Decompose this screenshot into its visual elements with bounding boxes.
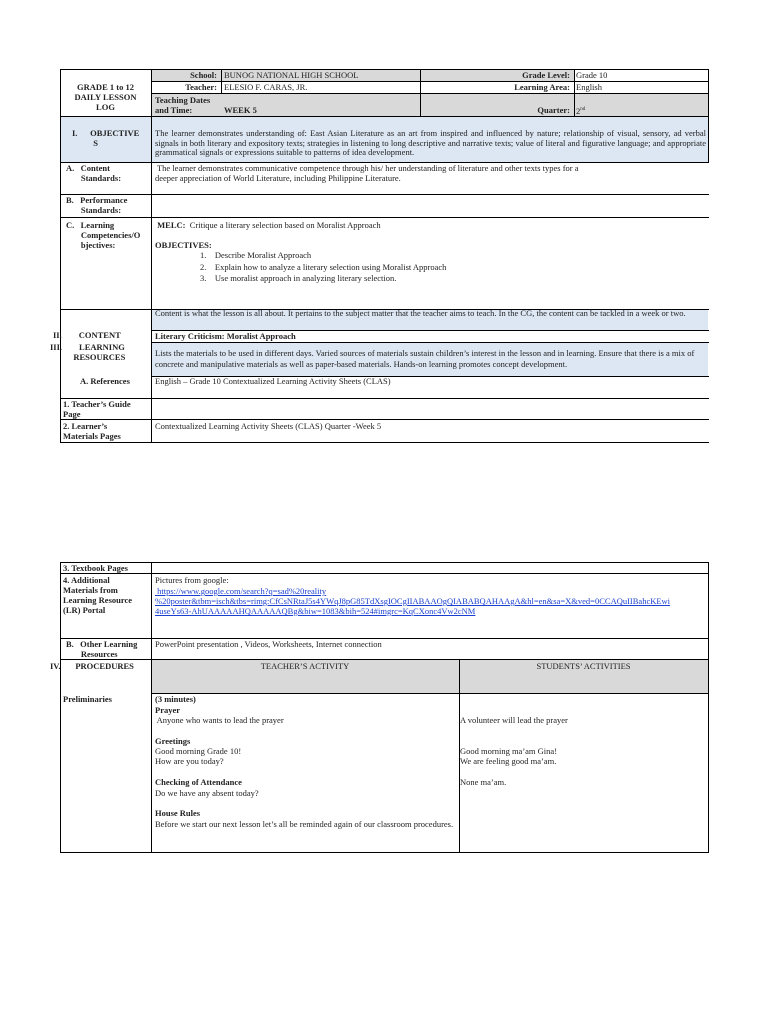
objective-item: 1. Describe Moralist Approach (200, 250, 312, 260)
quarter-value: 2nd (576, 105, 586, 116)
teachers-guide-label: 1. Teacher’s Guide Page (63, 399, 131, 419)
procedures-label: IV. PROCEDURES (50, 661, 134, 671)
melc-line: MELC: Critique a literary selection based on Moralist Approach (155, 220, 381, 230)
learning-resources-label: III. LEARNING RESOURCES (50, 342, 126, 362)
performance-standards-label: B. Performance Standards: (66, 195, 128, 215)
dll-title: GRADE 1 to 12 DAILY LESSON LOG (74, 82, 137, 112)
objective-item: 2. Explain how to analyze a literary selection using Moralist Approach (200, 262, 447, 272)
house-rules-text: Before we start our next lesson let’s all be reminded again of our classroom procedures. (155, 819, 454, 829)
objectives-subheading: OBJECTIVES: (155, 240, 212, 250)
grade-level-value: Grade 10 (576, 70, 608, 80)
additional-materials-intro: Pictures from google: (155, 575, 229, 585)
preliminaries-time: (3 minutes) (155, 694, 196, 704)
other-resources-value: PowerPoint presentation , Videos, Worksheets, Internet connection (155, 639, 382, 649)
student-attendance-response: None ma’am. (460, 777, 507, 787)
learning-area-label: Learning Area: (514, 82, 570, 92)
teacher-activity-header: TEACHER’S ACTIVITY (260, 661, 350, 671)
preliminaries-label: Preliminaries (63, 694, 112, 704)
competencies-label: C. Learning Competencies/O bjectives: (66, 220, 141, 250)
content-value: Literary Criticism: Moralist Approach (155, 331, 296, 341)
references-value: English – Grade 10 Contextualized Learning Activity Sheets (CLAS) (155, 376, 391, 386)
content-label: II. CONTENT (53, 330, 121, 340)
school-label: School: (190, 70, 217, 80)
students-activity-header: STUDENTS’ ACTIVITIES (536, 661, 631, 671)
student-greeting-response: Good morning ma’am Gina! We are feeling good ma’am. (460, 746, 558, 766)
student-prayer-response: A volunteer will lead the prayer (460, 715, 568, 725)
house-rules-title: House Rules (155, 808, 201, 818)
content-standards-text: The learner demonstrates communicative competence through his/ her understanding of literature and other texts types for a deeper appreciation of World Literature, including Philippine Literature. (155, 163, 579, 183)
teaching-dates-label: Teaching Dates and Time: (155, 95, 211, 115)
content-standards-label: A. Content Standards: (66, 163, 122, 183)
school-value: BUNOG NATIONAL HIGH SCHOOL (224, 70, 359, 80)
google-search-link[interactable]: https://www.google.com/search?q=sad%20reality %20poster&tbm=isch&tbs=rimg:CfCsNRtaJ5s4YWqJ8pG85TdXsgIOCgIIABAAOgQIABABQAHAAgA&hl=en&sa=X&ved=0CCAQuIIBahcKEwi 4useYs63-AhUAAAAAHQAAAAAQBg&biw=1083&bih=524#imgrc=KqCXonc4Vw2cNM (155, 586, 671, 616)
greetings-title: Greetings (155, 736, 191, 746)
teaching-dates-value: WEEK 5 (224, 105, 257, 115)
learning-resources-text: Lists the materials to be used in different days. Varied sources of materials sustain children’s interest in the lesson and in learning. Ensure that there is a mix of concrete and manipulative materials as well as paper-based materials. Hands-on learning promotes concept development. (155, 348, 695, 369)
content-note: Content is what the lesson is all about. It pertains to the subject matter that the teacher aims to teach. In the CG, the content can be tackled in a week or two. (155, 308, 686, 318)
teacher-label: Teacher: (185, 82, 217, 92)
textbook-pages-label: 3. Textbook Pages (63, 563, 128, 573)
other-resources-label: B. Other Learning Resources (66, 639, 138, 659)
greetings-text: Good morning Grade 10! How are you today? (155, 746, 242, 766)
objective-item: 3. Use moralist approach in analyzing literary selection. (200, 273, 397, 283)
grade-level-label: Grade Level: (522, 70, 570, 80)
prayer-text: Anyone who wants to lead the prayer (155, 715, 284, 725)
attendance-text: Do we have any absent today? (155, 788, 259, 798)
additional-materials-label: 4. Additional Materials from Learning Resource (LR) Portal (63, 575, 133, 615)
quarter-label: Quarter: (537, 105, 570, 115)
learning-area-value: English (576, 82, 602, 92)
learners-materials-value: Contextualized Learning Activity Sheets (CLAS) Quarter -Week 5 (155, 421, 382, 431)
objectives-text: The learner demonstrates understanding of: East Asian Literature as an art from inspired and influenced by nature; relationship of visual, sensory, ad verbal signals in both literary and expository texts; strategies in listening to long descriptive and narrative texts; value of literal and figurative language; and appropriate grammatical signals or expressions suitable to patterns of idea development. (155, 128, 706, 157)
learners-materials-label: 2. Learner’s Materials Pages (63, 421, 121, 441)
attendance-title: Checking of Attendance (155, 777, 242, 787)
objectives-label: I. OBJECTIVE S (72, 128, 140, 148)
teacher-value: ELESIO F. CARAS, JR. (224, 82, 308, 92)
references-label: A. References (80, 376, 130, 386)
prayer-title: Prayer (155, 705, 181, 715)
